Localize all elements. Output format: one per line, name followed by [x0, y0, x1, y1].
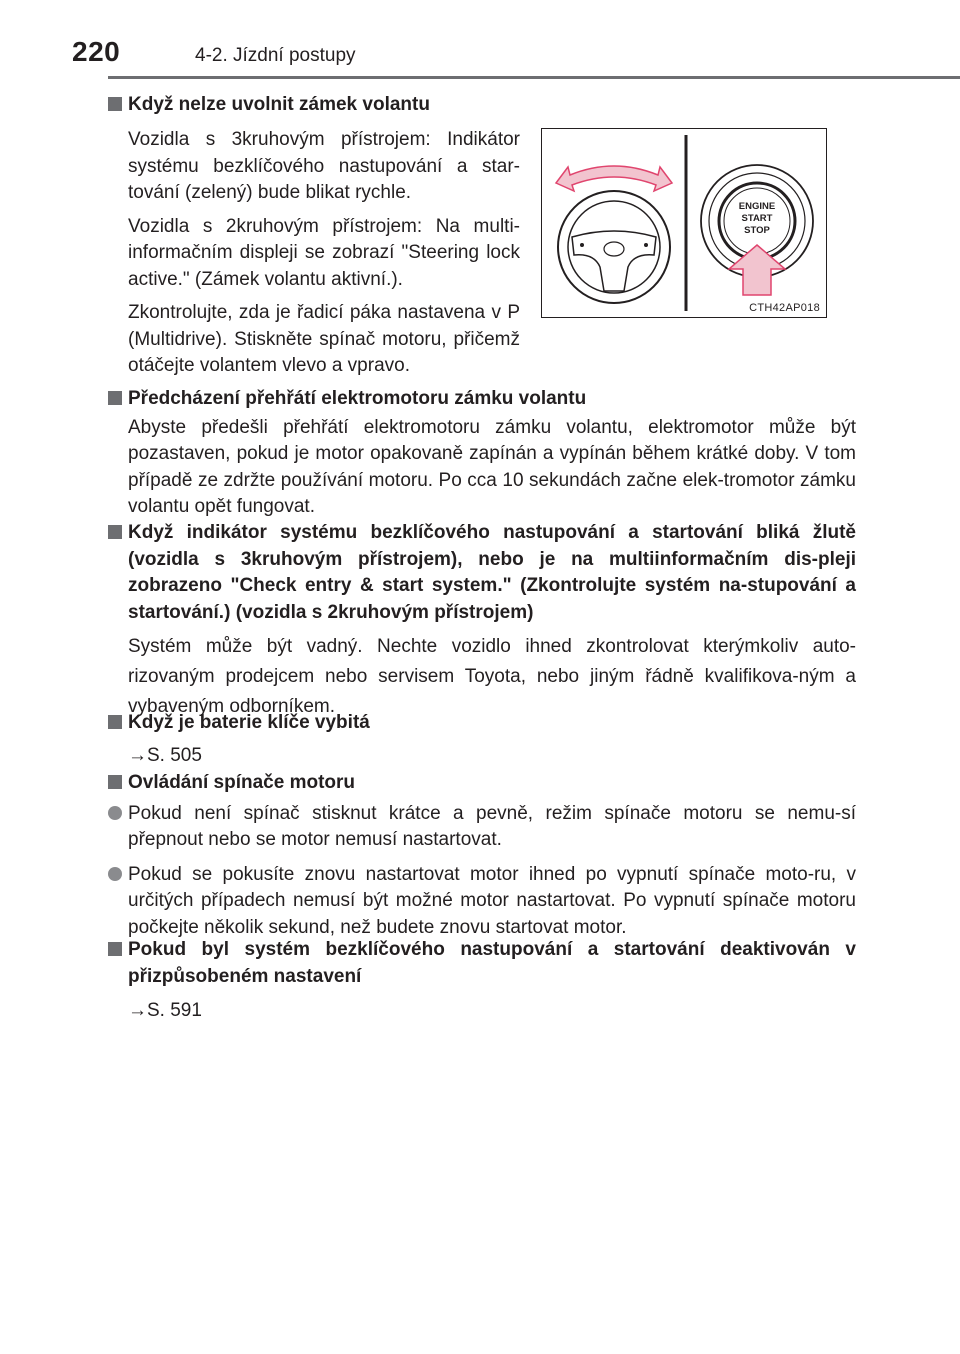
- square-bullet-icon: [108, 97, 122, 111]
- list-item: Pokud se pokusíte znovu nastartovat motor ihned po vypnutí spínače moto-ru, v určitých případech nemusí být možné motor nastartovat. Po vypnutí spínače motoru počkejte několik sekund, než budete znovu startovat motor.: [108, 862, 856, 942]
- section-indicator-warning: [108, 520, 856, 722]
- page-reference-link[interactable]: →S. 505: [128, 744, 202, 766]
- section-key-battery: [108, 710, 856, 769]
- paragraph: Vozidla s 2kruhovým přístrojem: Na multi-informačním displeji se zobrazí "Steering lock active." (Zámek volantu aktivní.).: [128, 215, 520, 290]
- square-bullet-icon: [108, 942, 122, 956]
- list-item: Pokud není spínač stisknut krátce a pevně, režim spínače motoru se nemu-sí přepnout nebo se motor nemusí nastartovat.: [108, 801, 856, 854]
- rotate-arrow-icon: [556, 166, 672, 191]
- section-heading: Pokud byl systém bezklíčového nastupování a startování deaktivován v přizpůsobeném nastavení: [108, 937, 856, 990]
- section-overheat: [108, 386, 856, 521]
- paragraph: Systém může být vadný. Nechte vozidlo ihned zkontrolovat kterýmkoliv auto-rizovaným prodejcem nebo servisem Toyota, nebo jiným řádně kvalifikova-ným a vybaveným odborníkem.: [128, 636, 856, 717]
- paragraph: Zkontrolujte, zda je řadicí páka nastavena v P (Multidrive). Stiskněte spínač motoru, přičemž otáčejte volantem vlevo a vpravo.: [128, 302, 520, 376]
- paragraph: Abyste předešli přehřátí elektromotoru zámku volantu, elektromotor může být pozastaven, pokud je motor opakovaně zapínán a vypínán během krátké doby. V tom případě ze zdržte používání motoru. Po cca 10 sekundách začne elek-tromotor zámku volantu opět fungovat.: [128, 416, 856, 517]
- section-steering-lock-text: [128, 127, 520, 380]
- section-engine-switch: [108, 770, 856, 941]
- page-number: 220: [72, 36, 121, 67]
- section-heading: Když indikátor systému bezklíčového nastupování a startování bliká žlutě (vozidla s 3kruhovým přístrojem), nebo je na multiinformačním dis-pleji zobrazeno "Check entry & start system." (Zkontrolujte systém na-stupování a startování.) (vozidla s 2kruhovým přístrojem): [108, 520, 856, 626]
- section-deactivated: [108, 937, 856, 1025]
- square-bullet-icon: [108, 525, 122, 539]
- section-heading: Když nelze uvolnit zámek volantu: [108, 92, 856, 119]
- section-steering-lock: [108, 92, 856, 119]
- header-rule: [108, 76, 960, 79]
- square-bullet-icon: [108, 715, 122, 729]
- section-heading: Když je baterie klíče vybitá: [108, 710, 856, 737]
- section-heading: Předcházení přehřátí elektromotoru zámku volantu: [108, 386, 856, 413]
- page-header: [0, 0, 960, 80]
- section-heading: Ovládání spínače motoru: [108, 770, 856, 797]
- paragraph: Vozidla s 3kruhovým přístrojem: Indikátor systému bezklíčového nastupování a star-tování (zelený) bude blikat rychle.: [128, 129, 520, 203]
- round-bullet-icon: [108, 806, 122, 820]
- square-bullet-icon: [108, 775, 122, 789]
- button-label-start: START: [741, 213, 773, 224]
- button-label-engine: ENGINE: [738, 201, 776, 212]
- engine-start-illustration: [541, 128, 827, 318]
- figure-code: CTH42AP018: [749, 302, 820, 314]
- button-label-stop: STOP: [744, 225, 770, 236]
- steering-wheel-icon: [558, 191, 670, 303]
- page-reference-link[interactable]: →S. 591: [128, 1000, 202, 1021]
- round-bullet-icon: [108, 867, 122, 881]
- square-bullet-icon: [108, 391, 122, 405]
- chapter-title: 4-2. Jízdní postupy: [195, 45, 356, 66]
